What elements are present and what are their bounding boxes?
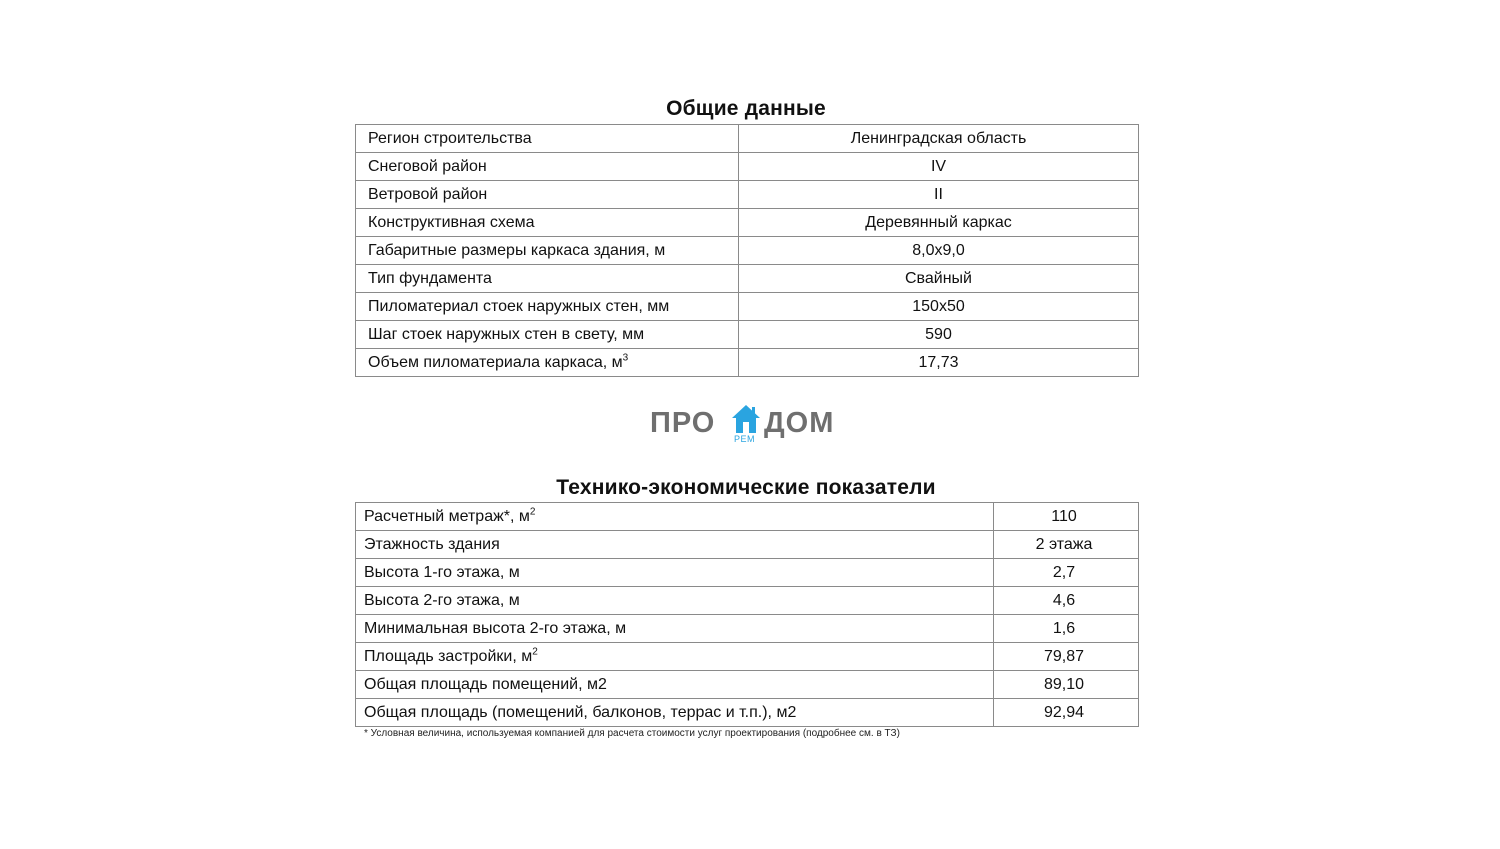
row-value: Свайный — [739, 265, 1139, 293]
row-value: 2 этажа — [994, 531, 1139, 559]
footnote: * Условная величина, используемая компанией для расчета стоимости услуг проектирования (подробнее см. в ТЗ) — [364, 728, 900, 739]
table-row — [356, 153, 1139, 181]
house-icon — [730, 403, 762, 435]
row-value: IV — [739, 153, 1139, 181]
table-row — [356, 671, 1139, 699]
company-logo — [650, 403, 850, 447]
row-label: Конструктивная схема — [356, 209, 739, 237]
row-label: Регион строительства — [356, 125, 739, 153]
row-value: 79,87 — [994, 643, 1139, 671]
table-row — [356, 321, 1139, 349]
row-label: Общая площадь (помещений, балконов, террас и т.п.), м2 — [356, 699, 994, 727]
table-row — [356, 615, 1139, 643]
row-label: Высота 1-го этажа, м — [356, 559, 994, 587]
table-row — [356, 531, 1139, 559]
row-label: Площадь застройки, м — [364, 648, 533, 665]
row-value: 17,73 — [739, 349, 1139, 377]
general-data-title: Общие данные — [666, 97, 826, 120]
row-value: 8,0х9,0 — [739, 237, 1139, 265]
table-row — [356, 265, 1139, 293]
row-value: Ленинградская область — [739, 125, 1139, 153]
row-label: Общая площадь помещений, м2 — [356, 671, 994, 699]
row-label-cell — [356, 349, 739, 377]
tech-indicators-title: Технико-экономические показатели — [556, 476, 936, 499]
row-value: 590 — [739, 321, 1139, 349]
logo-subtext: РЕМ — [734, 434, 756, 444]
table-row — [356, 209, 1139, 237]
row-label: Тип фундамента — [356, 265, 739, 293]
row-value: 2,7 — [994, 559, 1139, 587]
row-label: Пиломатериал стоек наружных стен, мм — [356, 293, 739, 321]
table-row — [356, 293, 1139, 321]
table-row — [356, 587, 1139, 615]
table-row — [356, 643, 1139, 671]
row-value: 1,6 — [994, 615, 1139, 643]
row-label-cell — [356, 643, 994, 671]
logo-word-left: ПРО — [650, 407, 716, 439]
table-row — [356, 181, 1139, 209]
table-row — [356, 559, 1139, 587]
tech-indicators-table — [355, 502, 1139, 727]
row-value: 4,6 — [994, 587, 1139, 615]
unit-exponent: 3 — [622, 352, 629, 364]
row-label-cell — [356, 503, 994, 531]
row-value: Деревянный каркас — [739, 209, 1139, 237]
table-row — [356, 237, 1139, 265]
logo-word-right: ДОМ — [764, 407, 835, 439]
unit-exponent: 2 — [532, 646, 538, 658]
row-label: Объем пиломатериала каркаса, м — [368, 354, 623, 371]
row-label: Высота 2-го этажа, м — [356, 587, 994, 615]
row-value: 89,10 — [994, 671, 1139, 699]
row-label: Этажность здания — [356, 531, 994, 559]
row-value: 150х50 — [739, 293, 1139, 321]
row-value: 92,94 — [994, 699, 1139, 727]
row-label: Расчетный метраж*, м — [364, 508, 530, 525]
row-label: Габаритные размеры каркаса здания, м — [356, 237, 739, 265]
general-data-table — [355, 124, 1139, 377]
row-label: Снеговой район — [356, 153, 739, 181]
table-row — [356, 503, 1139, 531]
row-value: II — [739, 181, 1139, 209]
table-row — [356, 699, 1139, 727]
row-label: Минимальная высота 2-го этажа, м — [356, 615, 994, 643]
row-value: 110 — [994, 503, 1139, 531]
table-row — [356, 349, 1139, 377]
unit-exponent: 2 — [529, 506, 536, 518]
row-label: Шаг стоек наружных стен в свету, мм — [356, 321, 739, 349]
row-label: Ветровой район — [356, 181, 739, 209]
table-row — [356, 125, 1139, 153]
